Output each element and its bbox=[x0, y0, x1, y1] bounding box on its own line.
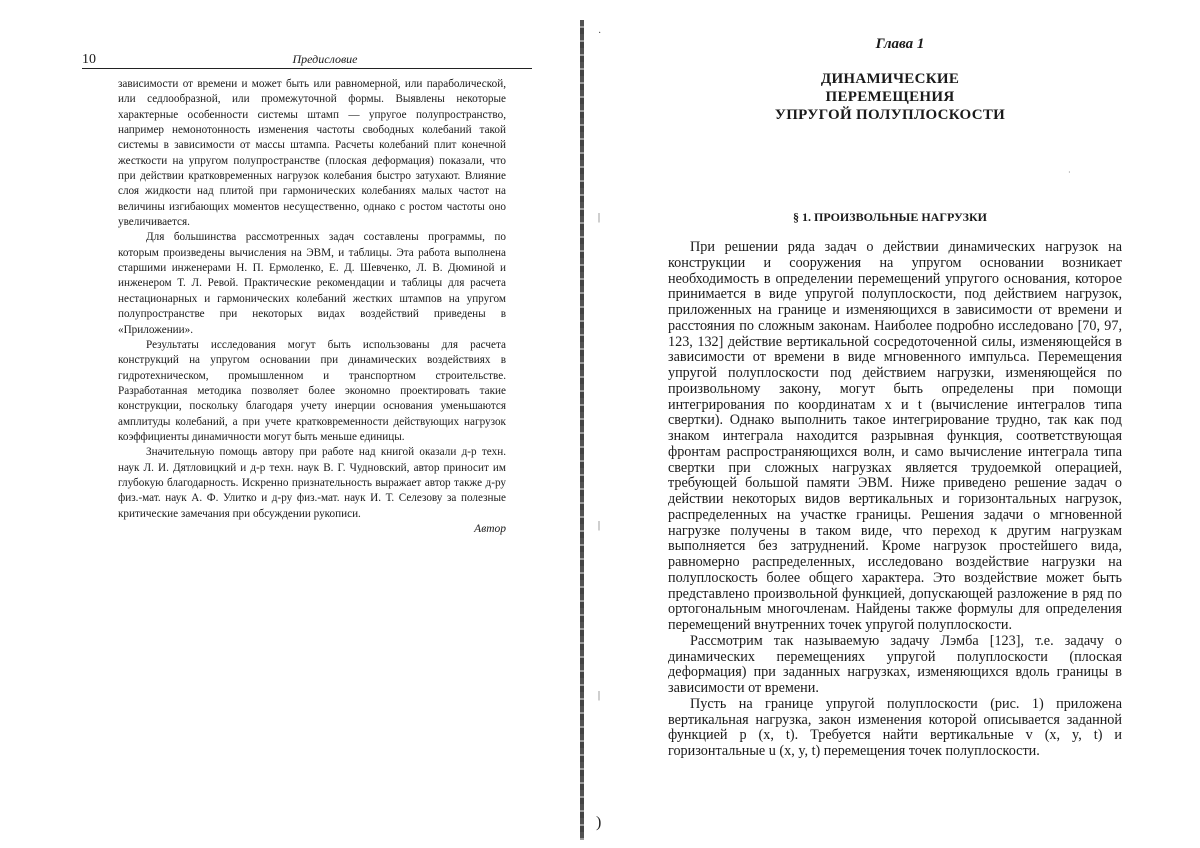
spine-speck: · bbox=[598, 28, 602, 39]
book-spine bbox=[580, 20, 584, 840]
left-page-body bbox=[118, 77, 506, 535]
right-page-body bbox=[668, 240, 1122, 760]
chapter-label: Глава 1 bbox=[875, 36, 925, 52]
spine-speck: | bbox=[598, 212, 601, 223]
chapter-title-line-1: ДИНАМИЧЕСКИЕ bbox=[820, 71, 960, 87]
right-paragraph-3: Пусть на границе упругой полуплоскости (рис. 1) приложена вертикальная нагрузка, закон изменения которой описывается заданной функцией p (x, t). Требуется найти вертикальные v (x, y, t) и горизонтальные u (x, y, t) перемещения точек полуплоскости. bbox=[668, 695, 1122, 759]
spine-bracket: ) bbox=[596, 814, 602, 831]
left-paragraph-3: Результаты исследования могут быть использованы для расчета конструкций на упругом основании при динамических воздействиях в гидротехническом, промышленном и транспортном строительстве. Разработанная методика позволяет более экономно проектировать такие конструкции, поскольку благодаря учету инерции основания уменьшаются амплитуды колебаний, а при учете кратковременности действующих нагрузок коэффициенты динамичности могут быть меньше единицы. bbox=[118, 338, 506, 443]
right-paragraph-2: Рассмотрим так называемую задачу Лэмба [123], т.е. задачу о динамических перемещениях упругой полуплоскости (плоская деформация) при заданных нагрузках, изменяющихся вдоль границы в зависимости от времени. bbox=[668, 632, 1122, 696]
chapter-title-line-2: ПЕРЕМЕЩЕНИЯ bbox=[825, 89, 955, 105]
author-signature: Автор bbox=[474, 522, 506, 535]
spine-speck: | bbox=[598, 520, 601, 531]
running-head: Предисловие bbox=[292, 52, 358, 66]
chapter-title bbox=[600, 70, 1180, 124]
left-paragraph-2: Для большинства рассмотренных задач составлены программы, по которым произведены вычисления на ЭВМ, и таблицы. Эта работа выполнена старшими инженерами Н. П. Ермоленко, Е. Д. Шевченко, Л. В. Дюминой и инженером Т. Л. Ревой. Практические рекомендации и таблицы для расчета нестационарных и гармонических колебаний жестких штампов на упругом полупространстве при некоторых видах воздействий приведены в «Приложении». bbox=[118, 231, 506, 336]
right-paragraph-1: При решении ряда задач о действии динамических нагрузок на конструкции и сооружения на упругом основании возникает необходимость в определении перемещений упругого основания, которое принимается в виде упругой полуплоскости, под действием нагрузок, приложенных на границе и изменяющихся в зависимости от времени и расстояния по сложным законам. Наиболее подробно исследовано [70, 97, 123, 132] действие вертикальной сосредоточенной силы, изменяющейся в зависимости от времени в виде мгновенного импульса. Перемещения упругой полуплоскости под действием нагрузки, изменяющейся по произвольному закону, могут быть определены при помощи интегрирования по координатам x и t (вычисление интегралов типа свертки). Однако выполнить такое интегрирование трудно, так как под знаком интеграла находится разрывная функция, соответствующая фронтам распространяющихся волн, и само вычисление интеграла типа свертки при сложных нагрузках является трудоемкой операцией, требующей большой памяти ЭВМ. Ниже приведено решение задач о действии некоторых видов вертикальных и горизонтальных нагрузок, распределенных на участке границы. Решения задачи о мгновенной нагрузке получены в таком виде, что переход к другим нагрузкам выполняется без затруднений. Кроме нагрузок простейшего вида, равномерно распределенных, исследовано воздействие нагрузки на полуплоскость более общего характера. Это воздействие может быть представлено произвольной функцией, допускающей разложение в ряд по ортогональным многочленам. Найдены также формулы для определения перемещений внутренних точек упругой полуплоскости. bbox=[668, 239, 1122, 633]
left-paragraph-4: Значительную помощь автору при работе над книгой оказали д-р техн. наук Л. И. Дятловицкий и д-р техн. наук В. Г. Чудновский, автор приносит им глубокую благодарность. Искренно признательность выражает автор также д-ру физ.-мат. наук А. Ф. Улитко и д-ру физ.-мат. наук И. Т. Селезову за полезные критические замечания при обсуждении рукописи. bbox=[118, 446, 506, 520]
section-heading: § 1. ПРОИЗВОЛЬНЫЕ НАГРУЗКИ bbox=[792, 210, 987, 224]
page-number: 10 bbox=[82, 52, 96, 67]
header-rule bbox=[82, 68, 532, 69]
chapter-title-line-3: УПРУГОЙ ПОЛУПЛОСКОСТИ bbox=[774, 107, 1006, 123]
spine-speck: | bbox=[598, 690, 601, 701]
print-speck: · bbox=[1068, 168, 1071, 177]
left-paragraph-1: зависимости от времени и может быть или равномерной, или параболической, или седлообразной, или промежуточной формы. Выявлены некоторые характерные особенности системы штамп — упругое полупространство, например немонотонность изменения частоты свободных колебаний такой системы в зависимости от массы штампа. Расчеты колебаний плит конечной жесткости на упругом полупространстве (плоская деформация) показали, что при действии кратковременных нагрузок колебания быстро затухают. Влияние слоя жидкости над плитой при гармонических колебаниях малых частот на величины изгибающих моментов несущественно, однако с ростом частоты оно увеличивается. bbox=[118, 78, 506, 229]
